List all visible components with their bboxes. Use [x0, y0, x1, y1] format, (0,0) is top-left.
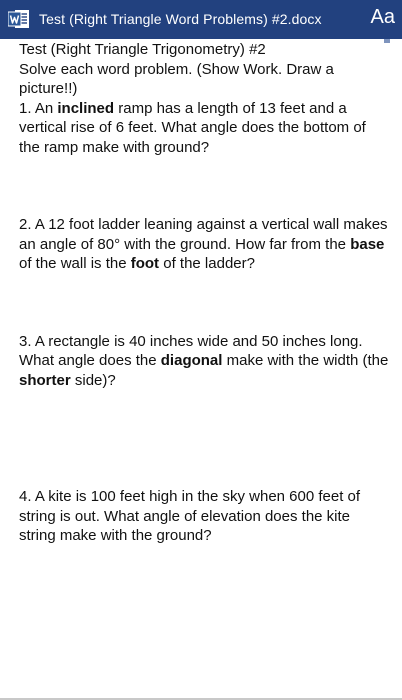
title-bar	[0, 0, 402, 39]
question-2-emphasis-base: base	[350, 235, 385, 253]
question-2	[19, 215, 389, 274]
answer-space	[19, 274, 389, 332]
question-4	[19, 487, 389, 546]
question-4-text: 4. A kite is 100 feet high in the sky when 600 feet of string is out. What angle of elevation does the kite string make with the ground?	[19, 488, 361, 544]
question-3	[19, 332, 389, 391]
question-3-emphasis-diagonal: diagonal	[160, 352, 223, 369]
question-1-text-end: ramp has a length of 13 feet and a vertical rise of 6 feet. What angle does the bottom of the ramp make with ground?	[19, 99, 366, 156]
answer-space	[19, 390, 389, 487]
question-1-emphasis: inclined	[57, 99, 115, 117]
word-icon	[8, 8, 30, 30]
question-1	[19, 99, 389, 158]
answer-space	[19, 157, 389, 215]
document-body	[19, 39, 389, 546]
question-3-text: 3. A rectangle is 40 inches wide and 50 inches long. What angle does the	[19, 332, 363, 369]
question-2-emphasis-foot: foot	[130, 255, 160, 272]
question-3-emphasis-shorter: shorter	[19, 371, 71, 389]
question-2-text: 2. A 12 foot ladder leaning against a vertical wall makes an angle of 80° with the ground. How far from the	[19, 216, 388, 253]
question-3-text-mid: make with the width (the	[222, 352, 389, 369]
question-2-text-mid: of the wall is the	[19, 255, 131, 272]
document-title: Test (Right Triangle Word Problems) #2.docx	[39, 11, 322, 27]
document-heading: Test (Right Triangle Trigonometry) #2	[19, 41, 266, 58]
question-1-text: 1. An	[19, 99, 58, 117]
question-3-text-end: side)?	[70, 371, 116, 389]
question-2-text-end: of the ladder?	[159, 255, 255, 272]
instructions: Solve each word problem. (Show Work. Draw a picture!!)	[19, 60, 334, 97]
font-size-button[interactable]: Aa	[370, 6, 395, 28]
